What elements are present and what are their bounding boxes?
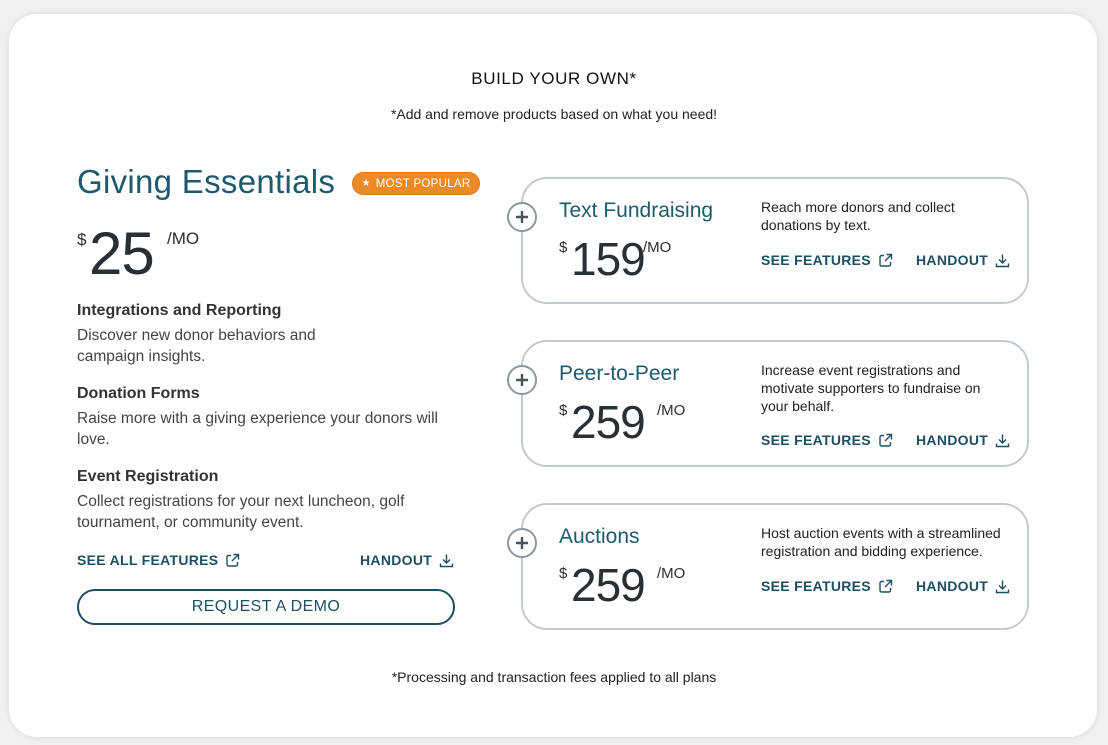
badge-label: MOST POPULAR	[375, 177, 471, 190]
star-icon: ★	[361, 178, 371, 189]
external-link-icon	[878, 433, 893, 448]
price-period: /MO	[657, 402, 686, 419]
external-link-icon	[878, 253, 893, 268]
feature-title: Integrations and Reporting	[77, 302, 282, 319]
plus-icon[interactable]	[507, 365, 537, 395]
price-currency: $	[77, 230, 87, 249]
most-popular-badge	[352, 172, 480, 195]
price-period: /MO	[643, 239, 672, 256]
feature-description: Raise more with a giving experience your donors will love.	[77, 410, 438, 448]
addon-description: Increase event registrations and motivate supporters to fundraise on your behalf.	[761, 362, 981, 414]
handout-link[interactable]	[916, 578, 1010, 594]
link-label: HANDOUT	[916, 432, 989, 448]
download-icon	[439, 553, 454, 568]
feature-event-registration	[77, 468, 457, 533]
addon-card-auctions	[521, 503, 1029, 630]
price-currency: $	[559, 239, 568, 256]
link-label: HANDOUT	[360, 552, 433, 568]
feature-integrations	[77, 302, 457, 367]
link-label: HANDOUT	[916, 252, 989, 268]
fees-footnote: *Processing and transaction fees applied to all plans	[391, 669, 717, 685]
link-label: HANDOUT	[916, 578, 989, 594]
link-label: SEE ALL FEATURES	[77, 552, 219, 568]
addon-title: Text Fundraising	[559, 199, 714, 222]
price-currency: $	[559, 565, 568, 582]
feature-title: Donation Forms	[77, 385, 200, 402]
download-icon	[995, 579, 1010, 594]
addon-price	[559, 233, 709, 285]
page-title: BUILD YOUR OWN*	[471, 69, 637, 88]
handout-link[interactable]	[360, 552, 454, 568]
request-demo-button[interactable]: REQUEST A DEMO	[77, 589, 455, 625]
feature-description: Discover new donor behaviors and campaign insights.	[77, 327, 316, 365]
essentials-price	[77, 220, 277, 287]
price-amount: 159	[571, 233, 645, 285]
addon-description: Host auction events with a streamlined registration and bidding experience.	[761, 525, 1001, 559]
price-period: /MO	[167, 229, 200, 248]
handout-link[interactable]	[916, 252, 1010, 268]
addon-price	[559, 396, 709, 448]
see-features-link[interactable]	[761, 432, 893, 448]
essentials-title: Giving Essentials	[77, 163, 336, 200]
price-amount: 259	[571, 396, 645, 448]
download-icon	[995, 253, 1010, 268]
price-amount: 259	[571, 559, 645, 611]
link-label: SEE FEATURES	[761, 252, 871, 268]
addon-title: Peer-to-Peer	[559, 362, 680, 385]
plus-icon[interactable]	[507, 528, 537, 558]
feature-donation-forms	[77, 385, 457, 450]
see-features-link[interactable]	[761, 252, 893, 268]
price-period: /MO	[657, 565, 686, 582]
feature-title: Event Registration	[77, 468, 219, 485]
addon-price	[559, 559, 709, 611]
plus-icon[interactable]	[507, 202, 537, 232]
see-all-features-link[interactable]	[77, 552, 240, 568]
addon-title: Auctions	[559, 525, 640, 548]
addon-card-peer-to-peer	[521, 340, 1029, 467]
addon-card-text-fundraising	[521, 177, 1029, 304]
price-currency: $	[559, 402, 568, 419]
feature-description: Collect registrations for your next luncheon, golf tournament, or community event.	[77, 493, 405, 531]
external-link-icon	[878, 579, 893, 594]
link-label: SEE FEATURES	[761, 578, 871, 594]
link-label: SEE FEATURES	[761, 432, 871, 448]
see-features-link[interactable]	[761, 578, 893, 594]
external-link-icon	[225, 553, 240, 568]
handout-link[interactable]	[916, 432, 1010, 448]
addon-description: Reach more donors and collect donations by text.	[761, 199, 955, 233]
page-subtitle: *Add and remove products based on what you need!	[390, 106, 718, 122]
price-amount: 25	[89, 220, 154, 287]
download-icon	[995, 433, 1010, 448]
